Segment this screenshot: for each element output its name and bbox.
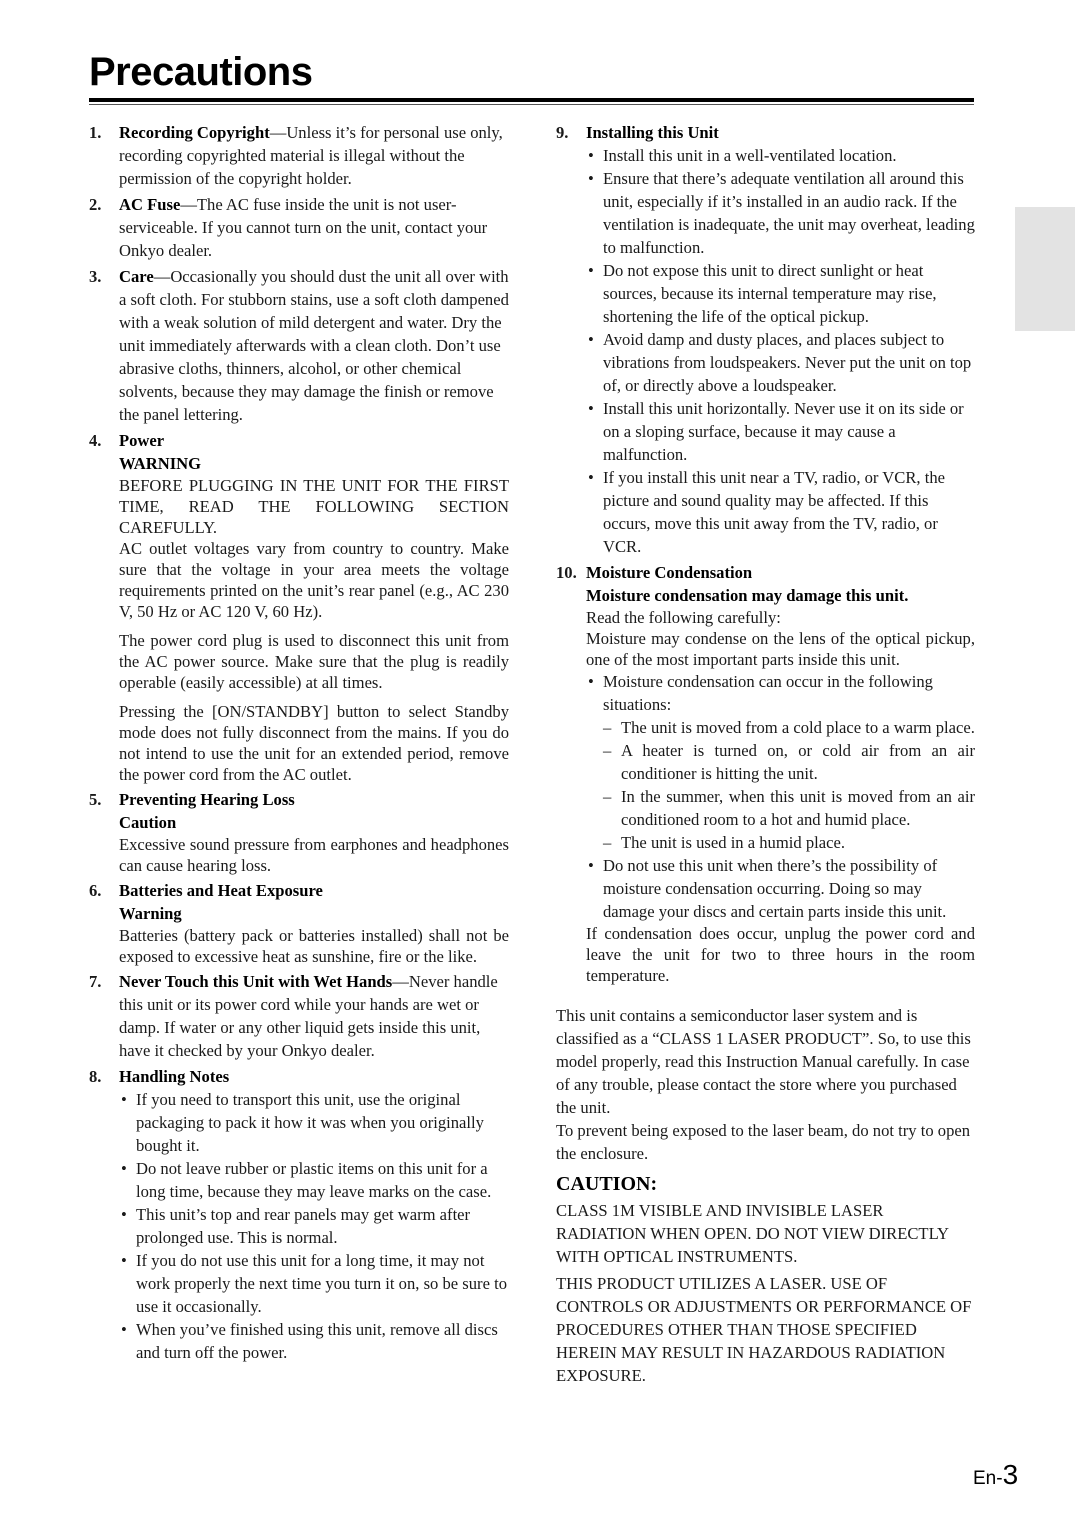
bullet-list bbox=[119, 1088, 509, 1364]
bullet-item: • Do not leave rubber or plastic items on this unit for a long time, because they may leave marks on the case. bbox=[119, 1157, 509, 1203]
bullet-item: • If you need to transport this unit, use the original packaging to pack it how it was when you originally bought it. bbox=[119, 1088, 509, 1157]
bullet-item: • Do not use this unit when there’s the possibility of moisture condensation occurring. Doing so may damage your discs and certain parts inside this unit. bbox=[586, 854, 975, 923]
caution-text: THIS PRODUCT UTILIZES A LASER. USE OF CONTROLS OR ADJUSTMENTS OR PERFORMANCE OF PROCEDURES OTHER THAN THOSE SPECIFIED HEREIN MAY RESULT IN HAZARDOUS RADIATION EXPOSURE. bbox=[556, 1274, 972, 1385]
dash-list bbox=[603, 716, 975, 854]
right-column bbox=[556, 121, 975, 1387]
item-heading: Care bbox=[119, 267, 154, 286]
dash-item: – The unit is used in a humid place. bbox=[603, 831, 975, 854]
precaution-item-8 bbox=[89, 1065, 509, 1364]
dash-item: – The unit is moved from a cold place to a warm place. bbox=[603, 716, 975, 739]
page-number-prefix: En- bbox=[973, 1468, 1003, 1489]
left-column bbox=[89, 121, 509, 1367]
caution-heading: CAUTION: bbox=[556, 1173, 658, 1195]
item-subheading: Warning bbox=[119, 904, 182, 923]
item-heading: Installing this Unit bbox=[586, 123, 719, 142]
precaution-item-5 bbox=[89, 788, 509, 876]
item-heading: Moisture Condensation bbox=[586, 563, 753, 582]
caution-text: CLASS 1M VISIBLE AND INVISIBLE LASER RADIATION WHEN OPEN. DO NOT VIEW DIRECTLY WITH OPTICAL INSTRUMENTS. bbox=[556, 1201, 949, 1266]
item-heading: Preventing Hearing Loss bbox=[119, 790, 295, 809]
page-number bbox=[973, 1459, 1018, 1491]
item-heading: Batteries and Heat Exposure bbox=[119, 881, 323, 900]
item-subheading: WARNING bbox=[119, 454, 202, 473]
bullet-list bbox=[586, 670, 975, 923]
item-number: 4. bbox=[89, 431, 102, 450]
item-paragraph: Pressing the [ON/STANDBY] button to select Standby mode does not fully disconnect from the mains. If you do not intend to use the unit for an extended period, remove the power cord from the AC outlet. bbox=[119, 702, 509, 784]
item-closing: If condensation does occur, unplug the power cord and leave the unit for two to three hours in the room temperature. bbox=[586, 924, 975, 985]
item-paragraph: Moisture may condense on the lens of the optical pickup, one of the most important parts inside this unit. bbox=[586, 629, 975, 669]
item-text: Batteries (battery pack or batteries installed) shall not be exposed to excessive heat as sunshine, fire or the like. bbox=[119, 926, 509, 966]
bullet-item bbox=[586, 670, 975, 854]
item-number: 9. bbox=[556, 123, 569, 142]
item-subheading: Moisture condensation may damage this unit. bbox=[586, 586, 909, 605]
warning-text: BEFORE PLUGGING IN THE UNIT FOR THE FIRST TIME, READ THE FOLLOWING SECTION CAREFULLY. bbox=[119, 476, 509, 537]
item-heading: Power bbox=[119, 431, 165, 450]
title-rule-thick bbox=[89, 98, 974, 102]
item-number: 8. bbox=[89, 1067, 102, 1086]
item-heading: Handling Notes bbox=[119, 1067, 230, 1086]
item-paragraph: The power cord plug is used to disconnect this unit from the AC power source. Make sure that the plug is readily operable (easily accessible) at all times. bbox=[119, 631, 509, 692]
laser-paragraph: To prevent being exposed to the laser beam, do not try to open the enclosure. bbox=[556, 1121, 971, 1163]
precaution-item-7 bbox=[89, 970, 509, 1062]
item-heading: Never Touch this Unit with Wet Hands bbox=[119, 972, 393, 991]
page-number-value: 3 bbox=[1002, 1459, 1019, 1490]
page-title: Precautions bbox=[89, 50, 313, 94]
item-intro: Read the following carefully: bbox=[586, 608, 781, 627]
item-text: Excessive sound pressure from earphones and headphones can cause hearing loss. bbox=[119, 835, 509, 875]
bullet-item: • Do not expose this unit to direct sunlight or heat sources, because its internal temperature may rise, shortening the life of the optical pickup. bbox=[586, 259, 975, 328]
bullet-item: • When you’ve finished using this unit, remove all discs and turn off the power. bbox=[119, 1318, 509, 1364]
item-number: 6. bbox=[89, 881, 102, 900]
precaution-item-1 bbox=[89, 121, 509, 190]
item-heading: Recording Copyright bbox=[119, 123, 270, 142]
bullet-list bbox=[586, 144, 975, 558]
laser-notice bbox=[556, 1004, 975, 1387]
bullet-item: • Install this unit horizontally. Never use it on its side or on a sloping surface, because it may cause a malfunction. bbox=[586, 397, 975, 466]
bullet-item: • If you do not use this unit for a long time, it may not work properly the next time you turn it on, so be sure to use it occasionally. bbox=[119, 1249, 509, 1318]
bullet-item: • Install this unit in a well-ventilated location. bbox=[586, 144, 975, 167]
item-text: —Never handle this unit or its power cord while your hands are wet or damp. If water or any other liquid gets inside this unit, have it checked by your Onkyo dealer. bbox=[119, 972, 498, 1060]
item-text: —Unless it’s for personal use only, recording copyrighted material is illegal without the permission of the copyright holder. bbox=[119, 123, 503, 188]
dash-item: – A heater is turned on, or cold air from an air conditioner is hitting the unit. bbox=[603, 739, 975, 785]
item-number: 5. bbox=[89, 790, 102, 809]
section-side-tab bbox=[1015, 207, 1075, 331]
item-subheading: Caution bbox=[119, 813, 177, 832]
precaution-item-3 bbox=[89, 265, 509, 426]
bullet-text: Moisture condensation can occur in the following situations: bbox=[603, 672, 933, 714]
dash-item: – In the summer, when this unit is moved from an air conditioned room to a hot and humid place. bbox=[603, 785, 975, 831]
precaution-item-2 bbox=[89, 193, 509, 262]
bullet-item: • Ensure that there’s adequate ventilation all around this unit, especially if it’s installed in an audio rack. If the ventilation is inadequate, the unit may overheat, leading to malfunction. bbox=[586, 167, 975, 259]
laser-paragraph: This unit contains a semiconductor laser system and is classified as a “CLASS 1 LASER PRODUCT”. So, to use this model properly, read this Instruction Manual carefully. In case of any trouble, please contact the store where you purchased the unit. bbox=[556, 1006, 971, 1117]
bullet-item: • This unit’s top and rear panels may get warm after prolonged use. This is normal. bbox=[119, 1203, 509, 1249]
precaution-item-9 bbox=[556, 121, 975, 558]
item-text: —The AC fuse inside the unit is not user-serviceable. If you cannot turn on the unit, contact your Onkyo dealer. bbox=[119, 195, 488, 260]
item-number: 7. bbox=[89, 972, 102, 991]
precaution-item-4 bbox=[89, 429, 509, 785]
item-paragraph: AC outlet voltages vary from country to country. Make sure that the voltage in your area meets the voltage requirements printed on the unit’s rear panel (e.g., AC 230 V, 50 Hz or AC 120 V, 60 Hz). bbox=[119, 539, 509, 621]
precaution-item-10 bbox=[556, 561, 975, 986]
precaution-item-6 bbox=[89, 879, 509, 967]
item-number: 1. bbox=[89, 123, 102, 142]
item-number: 2. bbox=[89, 195, 102, 214]
item-number: 3. bbox=[89, 267, 102, 286]
bullet-item: • If you install this unit near a TV, radio, or VCR, the picture and sound quality may be affected. If this occurs, move this unit away from the TV, radio, or VCR. bbox=[586, 466, 975, 558]
item-heading: AC Fuse bbox=[119, 195, 181, 214]
item-text: —Occasionally you should dust the unit all over with a soft cloth. For stubborn stains, use a soft cloth dampened with a weak solution of mild detergent and water. Dry the unit immediately afterwards with a clean cloth. Don’t use abrasive cloths, thinners, alcohol, or other chemical solvents, because they may damage the finish or remove the panel lettering. bbox=[119, 267, 509, 424]
title-rule-thin bbox=[89, 104, 974, 105]
item-number: 10. bbox=[556, 563, 577, 582]
bullet-item: • Avoid damp and dusty places, and places subject to vibrations from loudspeakers. Never put the unit on top of, or directly above a loudspeaker. bbox=[586, 328, 975, 397]
